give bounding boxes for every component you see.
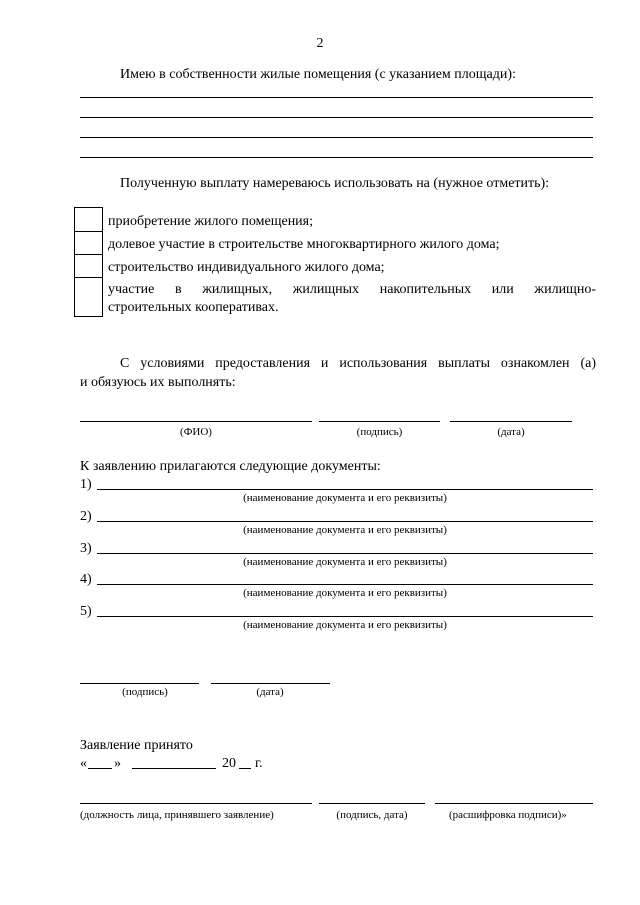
acceptance-signature-date-label: (подпись, дата) (336, 809, 408, 821)
acceptance-month-line[interactable] (132, 768, 216, 769)
document-number: 5) (80, 604, 92, 619)
option-shared-construction-label: долевое участие в строительстве многоквартирного жилого дома; (108, 237, 500, 252)
date-line[interactable] (450, 421, 572, 422)
option-cooperative-label-line1: участие в жилищных, жилищных накопительных или жилищно- (108, 282, 596, 297)
option-individual-construction-label: строительство индивидуального жилого дома; (108, 260, 385, 275)
signature-line[interactable] (319, 421, 440, 422)
document-line[interactable] (97, 553, 593, 554)
document-caption: (наименование документа и его реквизиты) (243, 587, 447, 599)
signature-label: (подпись) (356, 426, 403, 438)
acceptance-day-line[interactable] (88, 768, 112, 769)
document-caption: (наименование документа и его реквизиты) (243, 524, 447, 536)
checkbox-individual-construction[interactable] (74, 254, 103, 278)
ownership-line-2[interactable] (80, 117, 593, 118)
usage-heading: Полученную выплату намереваюсь использовать на (нужное отметить): (120, 176, 550, 191)
page-number: 2 (316, 36, 324, 51)
acceptance-position-label: (должность лица, принявшего заявление) (80, 809, 274, 821)
option-purchase-label: приобретение жилого помещения; (108, 214, 314, 229)
date-label: (дата) (497, 426, 525, 438)
acceptance-open-quote: « (80, 756, 87, 771)
document-number: 1) (80, 477, 92, 492)
documents-heading: К заявлению прилагаются следующие документы: (80, 459, 381, 474)
acceptance-decode-label: (расшифровка подписи)» (449, 809, 567, 821)
acceptance-close-quote: » (114, 756, 121, 771)
document-line[interactable] (97, 584, 593, 585)
conditions-line2: и обязуюсь их выполнять: (80, 375, 236, 390)
acceptance-decode-line[interactable] (435, 803, 593, 804)
document-line[interactable] (97, 521, 593, 522)
signoff-date-line[interactable] (211, 683, 330, 684)
signoff-date-label: (дата) (256, 686, 284, 698)
signoff-signature-label: (подпись) (122, 686, 168, 698)
document-line[interactable] (97, 489, 593, 490)
document-caption: (наименование документа и его реквизиты) (243, 619, 447, 631)
checkbox-shared-construction[interactable] (74, 231, 103, 255)
document-caption: (наименование документа и его реквизиты) (243, 556, 447, 568)
document-number: 2) (80, 509, 92, 524)
ownership-line-4[interactable] (80, 157, 593, 158)
fio-label: (ФИО) (180, 426, 212, 438)
acceptance-position-line[interactable] (80, 803, 312, 804)
document-number: 4) (80, 572, 92, 587)
checkbox-cooperative[interactable] (74, 277, 103, 317)
acceptance-heading: Заявление принято (80, 738, 193, 753)
ownership-heading: Имею в собственности жилые помещения (с указанием площади): (120, 67, 516, 82)
acceptance-signature-line[interactable] (319, 803, 425, 804)
option-cooperative-label-line2: строительных кооперативах. (108, 300, 279, 315)
ownership-line-3[interactable] (80, 137, 593, 138)
acceptance-year-line[interactable] (239, 768, 251, 769)
document-number: 3) (80, 541, 92, 556)
signoff-signature-line[interactable] (80, 683, 199, 684)
conditions-line1: С условиями предоставления и использования выплаты ознакомлен (а) (120, 356, 596, 371)
fio-line[interactable] (80, 421, 312, 422)
ownership-line-1[interactable] (80, 97, 593, 98)
checkbox-purchase[interactable] (74, 207, 103, 232)
acceptance-year-suffix: г. (255, 756, 263, 771)
acceptance-year-prefix: 20 (222, 756, 236, 771)
document-caption: (наименование документа и его реквизиты) (243, 492, 447, 504)
document-line[interactable] (97, 616, 593, 617)
